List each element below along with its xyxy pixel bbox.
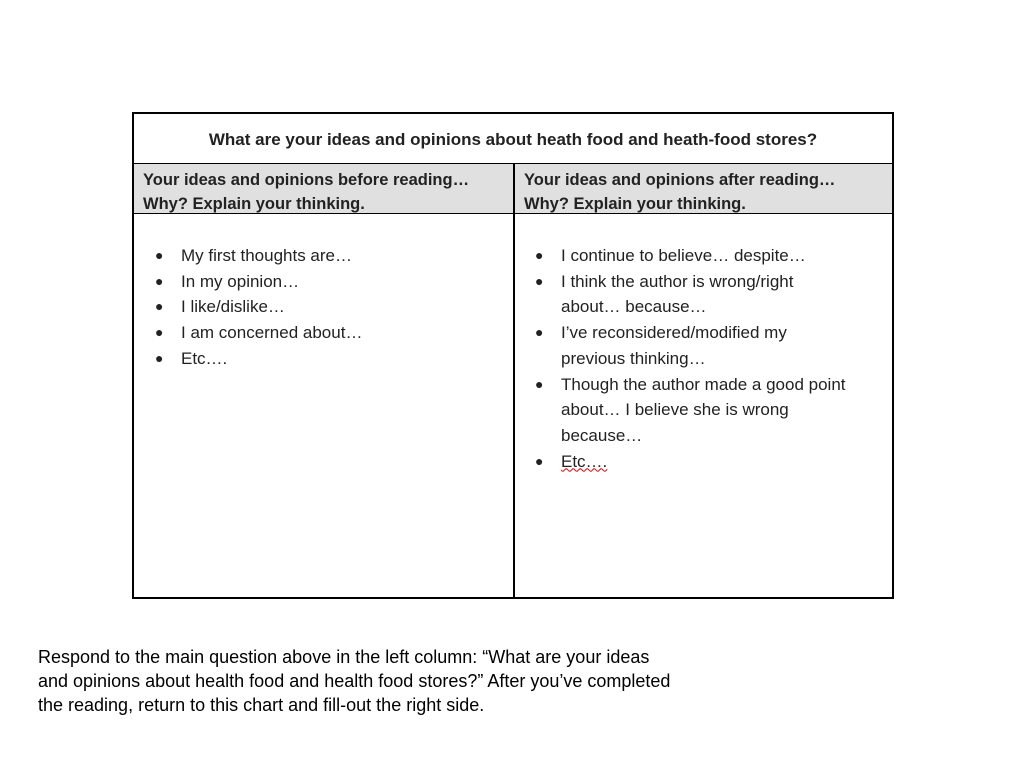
item-text: Etc…. (561, 451, 608, 471)
bullet-icon: ● (535, 324, 544, 341)
bullet-icon: ● (535, 375, 544, 392)
bullet-icon: ● (535, 247, 544, 263)
list-item (155, 243, 362, 269)
item-text: My first thoughts are… (181, 246, 353, 265)
bullet-icon: ● (155, 349, 164, 366)
list-item (535, 372, 846, 449)
list-item (155, 294, 362, 320)
bullet-icon: ● (155, 272, 164, 289)
instructions-caption: Respond to the main question above in the left column: “What are your ideas and opinions about health food and health food stores?” After you’ve completed the reading, return to this chart and fill-out the right side. (38, 647, 671, 715)
before-reading-list (155, 243, 363, 372)
list-item (535, 243, 846, 269)
bullet-icon: ● (155, 298, 164, 315)
list-item (535, 269, 846, 320)
list-item (155, 320, 363, 346)
list-item (535, 320, 846, 371)
list-item (155, 269, 362, 295)
item-text: I am concerned about… (181, 323, 363, 343)
item-text: I continue to believe… despite… (561, 246, 806, 265)
item-text: Etc…. (181, 348, 228, 368)
after-reading-list (535, 243, 846, 474)
item-text: I like/dislike… (181, 297, 285, 317)
header-line: Why? Explain your thinking. (143, 195, 365, 213)
before-reading-cell[interactable] (134, 215, 513, 597)
header-line: Why? Explain your thinking. (524, 195, 746, 213)
bullet-icon: ● (535, 272, 544, 289)
bullet-icon: ● (155, 324, 164, 341)
item-text: I’ve reconsidered/modified my previous thinking… (561, 323, 787, 368)
bullet-icon: ● (155, 247, 164, 263)
table-title: What are your ideas and opinions about heath food and heath-food stores? (134, 114, 892, 164)
opinion-table (132, 112, 894, 599)
header-line: Your ideas and opinions before reading… (143, 171, 470, 189)
item-text: Though the author made a good point about… I believe she is wrong because… (561, 374, 846, 445)
item-text: I think the author is wrong/right about… because… (561, 271, 794, 317)
after-reading-cell[interactable] (515, 215, 892, 597)
list-item (155, 346, 362, 372)
header-line: Your ideas and opinions after reading… (524, 171, 836, 189)
list-item (535, 449, 846, 475)
before-reading-header (134, 164, 514, 214)
item-text: In my opinion… (181, 271, 300, 291)
bullet-icon: ● (535, 452, 544, 469)
after-reading-header (515, 164, 892, 214)
